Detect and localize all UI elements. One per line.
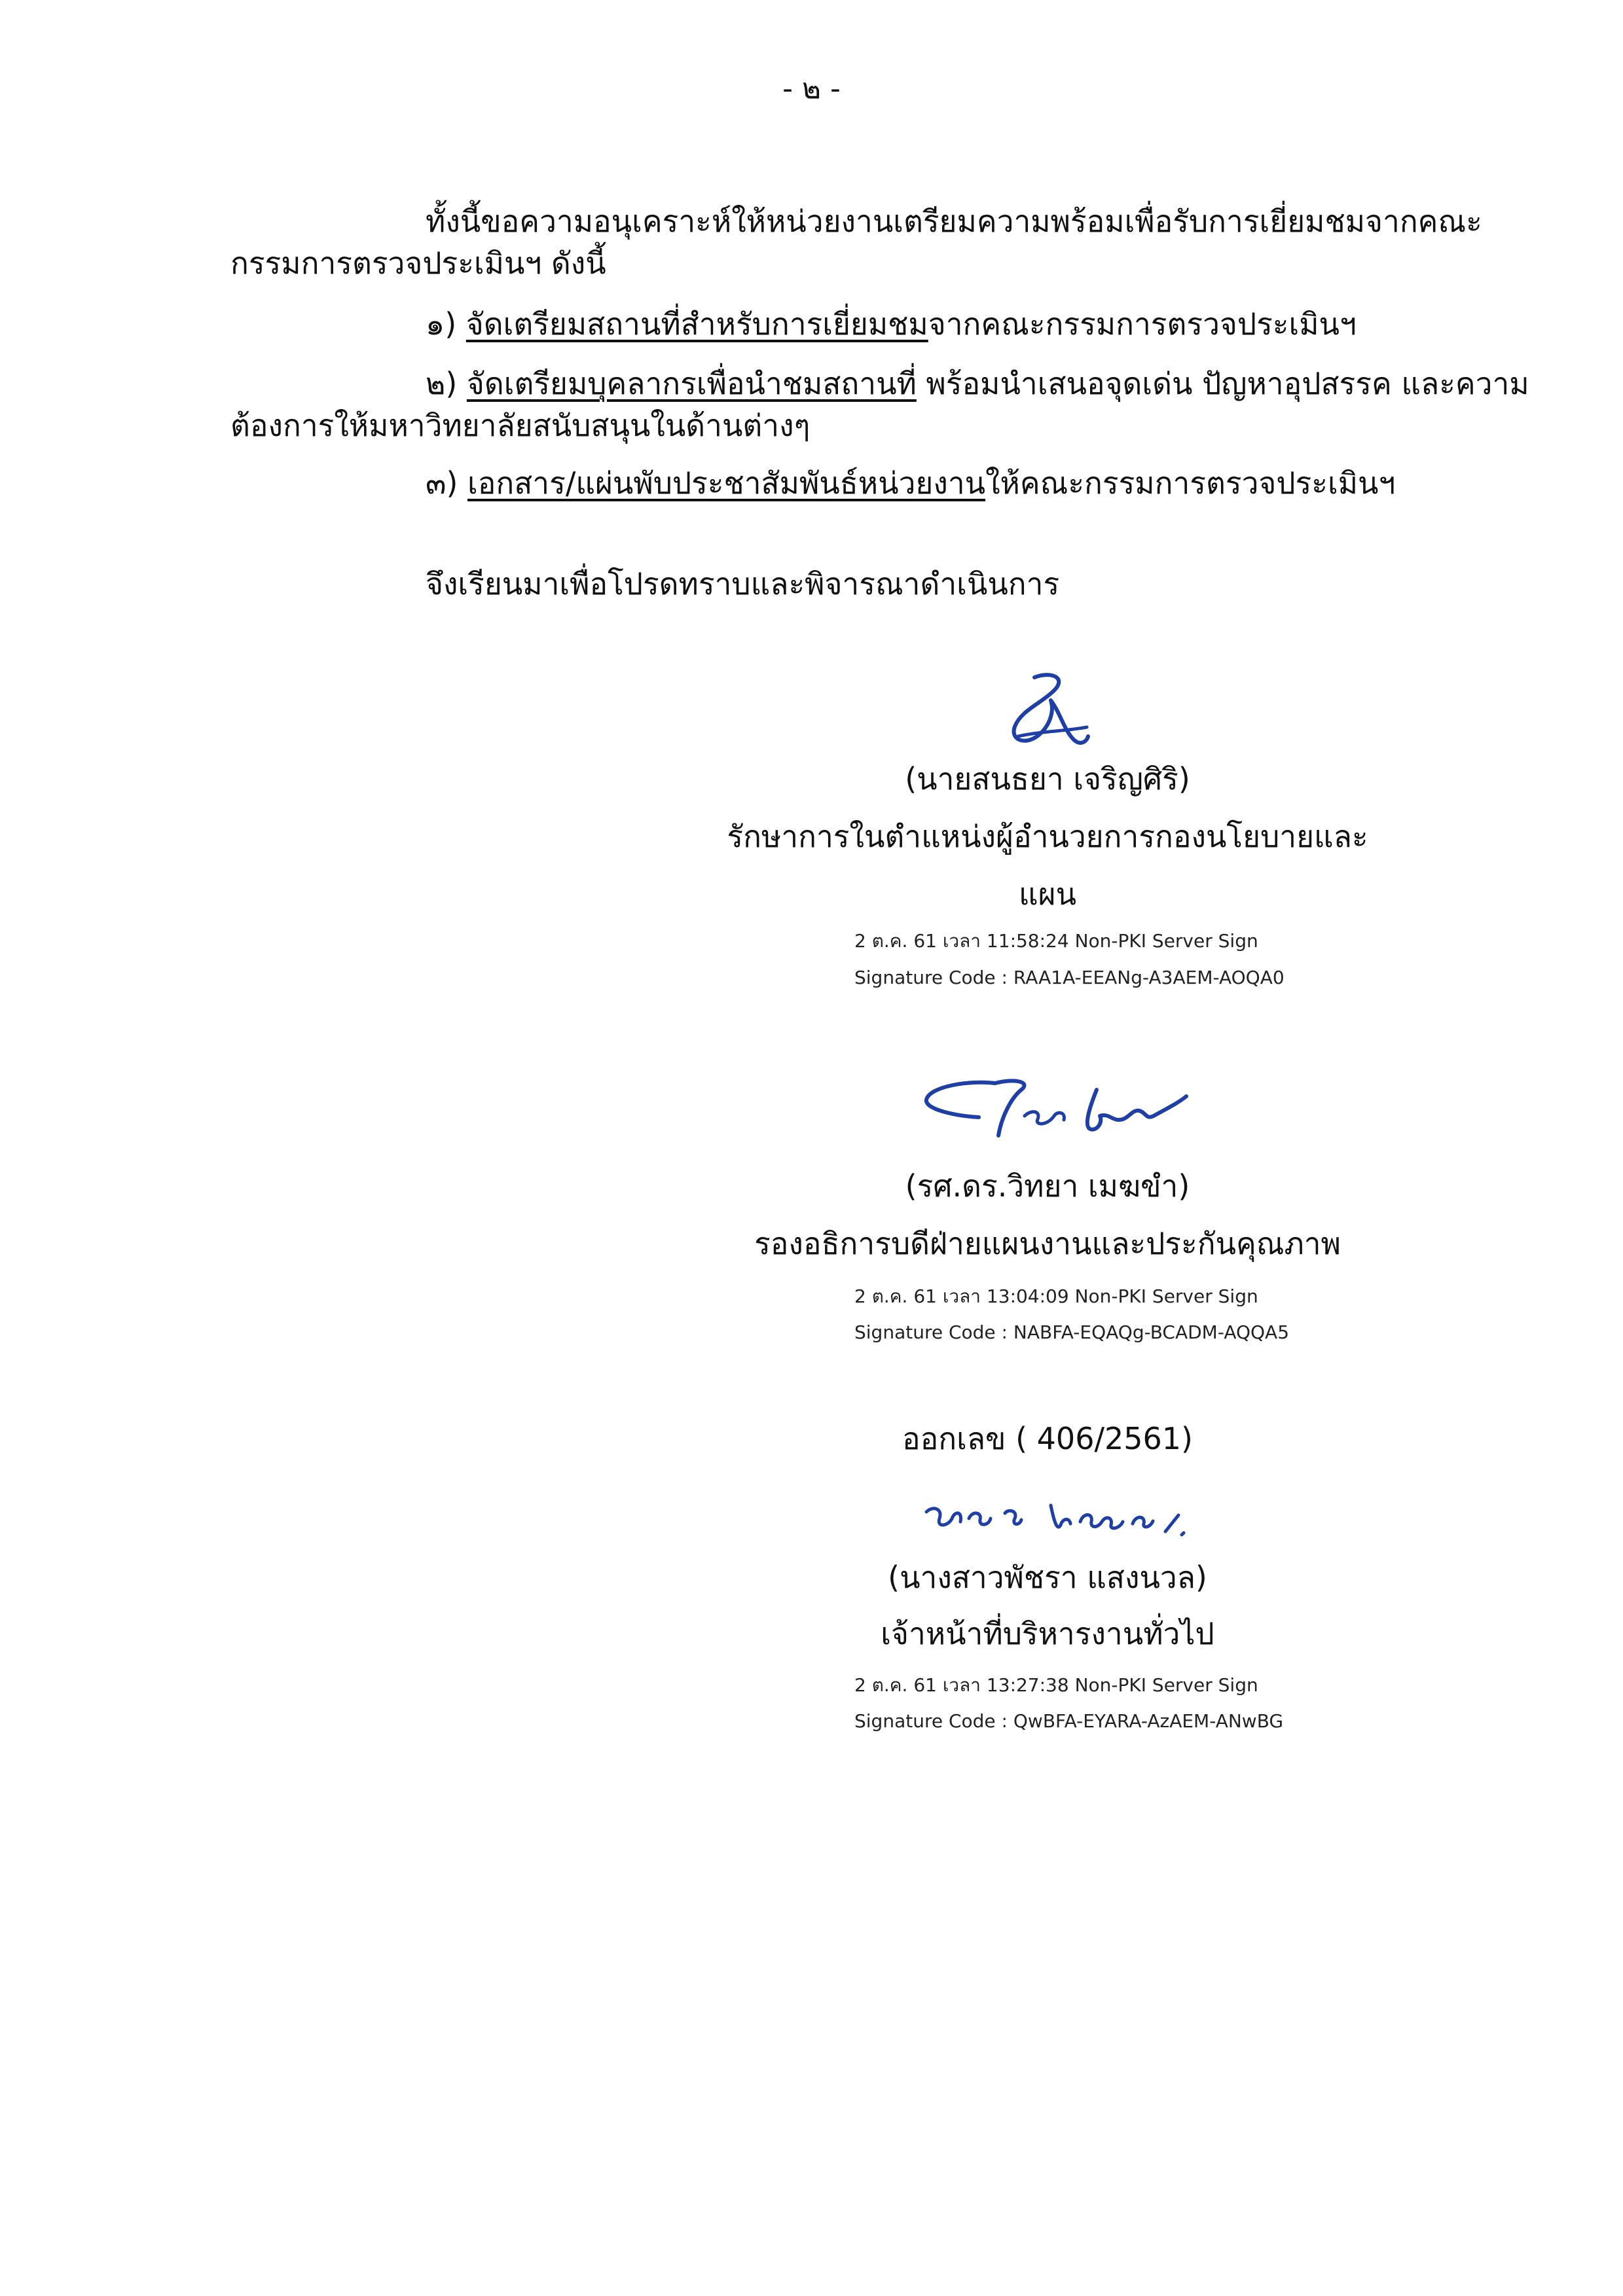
- signer-2-code: Signature Code : NABFA-EQAQg-BCADM-AQQA5: [854, 1321, 1290, 1343]
- signer-3-timestamp: 2 ต.ค. 61 เวลา 13:27:38 Non-PKI Server Sign: [854, 1674, 1258, 1696]
- issue-number: ออกเลข ( 406/2561): [902, 1421, 1193, 1456]
- signer-2-position-line-1: รองอธิการบดีฝ่ายแผนงานและประกันคุณภาพ: [754, 1226, 1341, 1261]
- signature-1-image: [989, 664, 1093, 756]
- intro-line-2: กรรมการตรวจประเมินฯ ดังนี้: [230, 245, 606, 281]
- signer-1-name: (นายสนธยา เจริญศิริ): [905, 761, 1190, 797]
- signature-3-image: [920, 1486, 1195, 1558]
- list-item-3-number: ๓): [426, 465, 468, 501]
- list-item-2-number: ๒): [426, 366, 467, 401]
- list-item-1: [426, 304, 1357, 344]
- signer-1-code: Signature Code : RAA1A-EEANg-A3AEM-AOQA0: [854, 967, 1285, 988]
- list-item-1-rest: จากคณะกรรมการตรวจประเมินฯ: [928, 306, 1357, 342]
- signature-block-3: [720, 1558, 1375, 1597]
- signer-3-name: (นางสาวพัชรา แสงนวล): [888, 1560, 1207, 1595]
- signer-1-timestamp: 2 ต.ค. 61 เวลา 11:58:24 Non-PKI Server Sign: [854, 930, 1258, 952]
- list-item-3-rest: ให้คณะกรรมการตรวจประเมินฯ: [985, 465, 1396, 501]
- intro-line-1: ทั้งนี้ขอความอนุเคราะห์ให้หน่วยงานเตรียมความพร้อมเพื่อรับการเยี่ยมชมจากคณะ: [426, 204, 1482, 239]
- signer-3-position-wrap: [720, 1614, 1375, 1653]
- signature-block-2: [720, 1166, 1375, 1206]
- list-item-1-number: ๑): [426, 306, 466, 342]
- page-number: - ๒ -: [782, 72, 841, 105]
- list-item-2-underlined: จัดเตรียมบุคลากรเพื่อนำชมสถานที่: [466, 366, 917, 401]
- signature-block-1: [720, 759, 1375, 798]
- issue-number-wrap: [720, 1419, 1375, 1458]
- signer-1-position-wrap-2: [720, 874, 1375, 914]
- list-item-2-rest: พร้อมนำเสนอจุดเด่น ปัญหาอุปสรรค และความ: [916, 366, 1529, 401]
- list-item-2-line-2: ต้องการให้มหาวิทยาลัยสนับสนุนในด้านต่างๆ: [230, 408, 811, 443]
- signer-1-position-line-1: รักษาการในตำแหน่งผู้อำนวยการกองนโยบายและ: [727, 819, 1368, 854]
- signer-2-timestamp: 2 ต.ค. 61 เวลา 13:04:09 Non-PKI Server Sign: [854, 1285, 1258, 1307]
- signer-2-position-wrap: [720, 1224, 1375, 1263]
- list-item-3: [426, 463, 1395, 503]
- list-item-3-underlined: เอกสาร/แผ่นพับประชาสัมพันธ์หน่วยงาน: [467, 465, 986, 501]
- signer-3-code: Signature Code : QwBFA-EYARA-AzAEM-ANwBG: [854, 1710, 1284, 1732]
- signer-3-position-line-1: เจ้าหน้าที่บริหารงานทั่วไป: [881, 1616, 1214, 1651]
- closing-line: จึงเรียนมาเพื่อโปรดทราบและพิจารณาดำเนินการ: [426, 566, 1060, 601]
- list-item-1-underlined: จัดเตรียมสถานที่สำหรับการเยี่ยมชม: [465, 306, 928, 342]
- list-item-2: [426, 364, 1529, 403]
- signer-1-position-line-2: แผน: [1018, 876, 1077, 912]
- signature-2-image: [917, 1070, 1192, 1155]
- signer-1-position-wrap: [720, 817, 1375, 856]
- signer-2-name: (รศ.ดร.วิทยา เมฆขำ): [905, 1168, 1190, 1204]
